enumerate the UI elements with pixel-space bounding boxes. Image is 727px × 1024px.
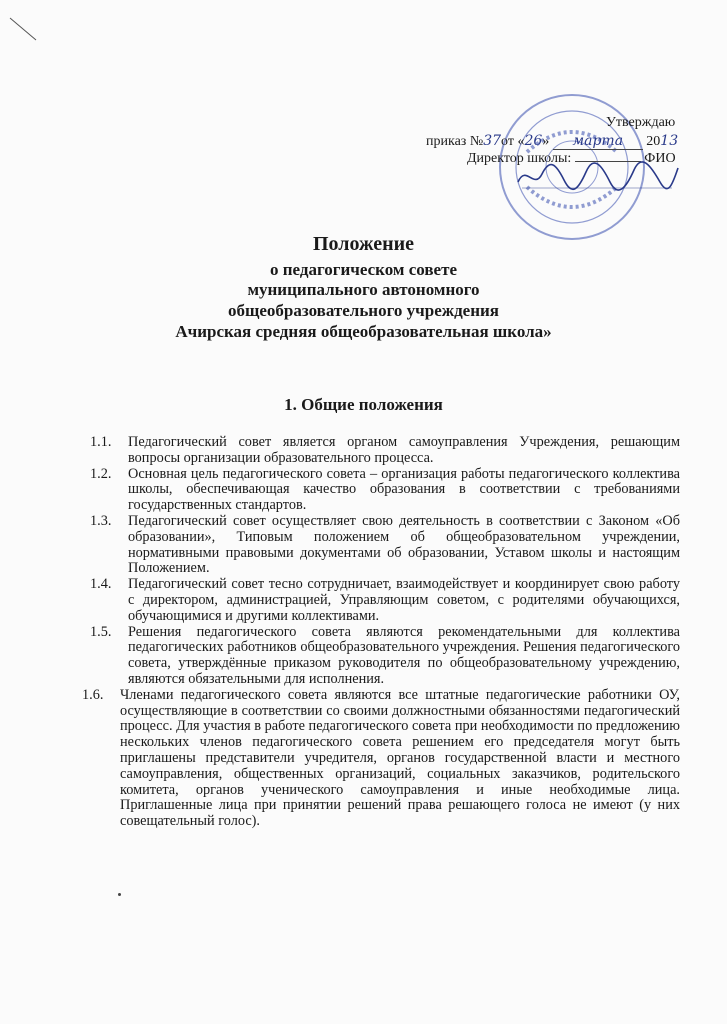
document-subtitle-line-1: о педагогическом совете [270,260,457,279]
list-item [90,435,680,467]
order-prefix: приказ № [426,134,484,149]
approval-title: Утверждаю [606,115,676,130]
order-from: от « [501,134,525,149]
list-item [82,688,680,830]
document-subtitle-line-3: общеобразовательного учреждения [227,301,499,320]
list-item [90,577,680,624]
item-text: Педагогический совет осуществляет свою деятельность в соответствии с Законом «Об образовании», Типовым положением об общеобразовательном учреждении, нормативными правовыми документами об образовании, Уставом школы и настоящим Положением. [128,512,680,577]
section-items-list [82,434,680,830]
document-subtitle-line-4: Ачирская средняя общеобразовательная школа» [175,322,552,341]
director-fio: ФИО [644,151,676,166]
list-item [90,625,680,688]
order-line [426,133,678,150]
order-day: 26 [524,133,543,149]
list-item [90,514,680,577]
item-number: 1.2. [90,465,112,482]
item-number: 1.5. [90,623,112,640]
order-year-prefix: 20 [646,134,661,149]
order-year: 13 [660,133,679,149]
item-text: Педагогический совет тесно сотрудничает, взаимодействует и координирует свою работу с директором, администрацией, Управляющим советом, с родителями обучающихся, обучающимися и другими коллективами. [128,576,680,624]
order-month: марта [553,133,643,150]
document-subtitle-line-2: муниципального автономного [247,280,480,299]
item-number: 1.3. [90,512,112,529]
director-label: Директор школы: [467,151,572,166]
document-title: Положение [312,233,415,255]
section-heading: 1. Общие положения [284,395,443,414]
item-number: 1.4. [90,576,112,593]
item-number: 1.1. [90,434,112,450]
scan-artifact-line [8,16,38,42]
director-signature [512,160,682,194]
item-text: Основная цель педагогического совета – организация работы педагогического коллектива школы, обеспечивающая качество образования в соответствии с требованиями государственных стандартов. [128,465,680,514]
item-text: Членами педагогического совета являются все штатные педагогические работники ОУ, осуществляющие в соответствии со своими должностными обязанностями педагогический процесс. Для участия в работе педагогического совета при необходимости по предложению нескольких членов педагогического совета решением его председателя могут быть приглашены представители учредителя, органов государственной власти и местного самоуправления, общественных организаций, социальных заказчиков, родительского комитета, органов ученического самоуправления и иные необходимые лица. Приглашенные лица при принятии решений права решающего голоса не имеют (у них совещательный голос). [120,686,680,830]
list-item [90,467,680,514]
item-text: Решения педагогического совета являются рекомендательными для коллектива педагогических работников общеобразовательного учреждения. Решения педагогического совета, утверждённые приказом руководителя по общеобразовательному учреждению, являются обязательными для исполнения. [128,623,680,687]
scan-speck [118,893,121,896]
order-sep: » [542,134,550,149]
item-number: 1.6. [82,686,104,703]
item-text: Педагогический совет является органом самоуправления Учреждения, решающим вопросы организации образовательного процесса. [128,434,680,466]
order-number: 37 [483,133,502,149]
